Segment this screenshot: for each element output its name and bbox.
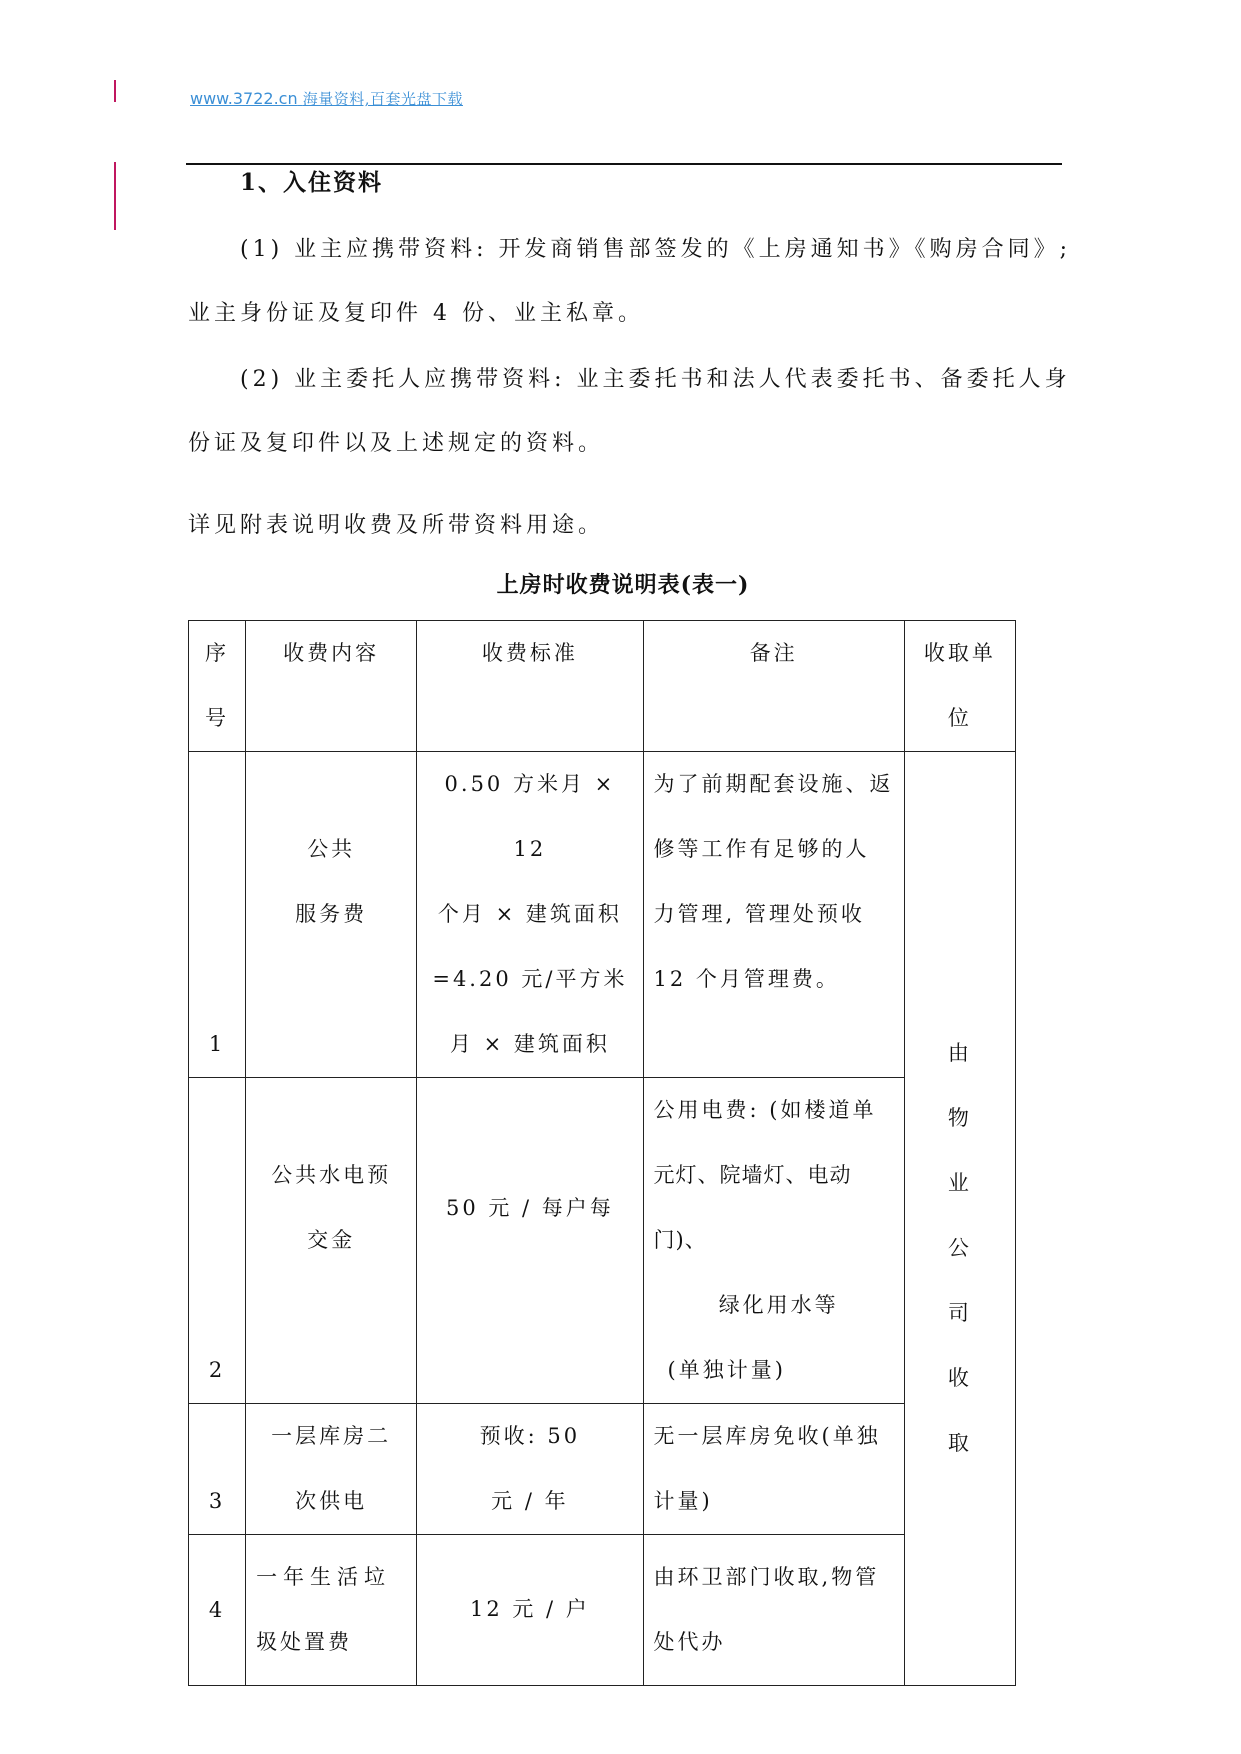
header-remark: 备注 — [643, 621, 904, 752]
collector-char: 物 — [947, 1106, 972, 1130]
para1-line2: 业主身份证及复印件 4 份、业主私章。 — [188, 301, 644, 326]
collector-char: 司 — [947, 1301, 972, 1325]
collector-char: 公 — [947, 1236, 972, 1260]
row-standard: 0.50 方米月 × 12 个月 × 建筑面积 =4.20 元/平方米 月 × 建筑面积 — [417, 752, 643, 1078]
table-row — [189, 1404, 1016, 1535]
row-item: 一年生活垃 圾处置费 — [246, 1535, 417, 1686]
table-caption: 上房时收费说明表(表一) — [496, 572, 750, 598]
row-remark: 公用电费: (如楼道单 元灯、院墙灯、电动门)、 绿化用水等 (单独计量) — [643, 1078, 904, 1404]
section-heading: 1、入住资料 — [240, 169, 384, 196]
header-seq: 序 号 — [189, 621, 246, 752]
note-line: 详见附表说明收费及所带资料用途。 — [188, 513, 605, 538]
row-standard: 12 元 / 户 — [417, 1535, 643, 1686]
header-site: www.3722.cn — [190, 89, 298, 108]
collector-char: 由 — [947, 1041, 972, 1065]
table-row — [189, 1078, 1016, 1404]
collector-char: 收 — [947, 1366, 972, 1390]
table-header-row — [189, 621, 1016, 752]
header-unit: 收取单 位 — [904, 621, 1015, 752]
row-no: 3 — [189, 1404, 246, 1535]
row-no: 1 — [189, 752, 246, 1078]
table-row — [189, 1535, 1016, 1686]
row-no: 2 — [189, 1078, 246, 1404]
collector-char: 业 — [947, 1171, 972, 1195]
header-link[interactable] — [190, 88, 463, 109]
table-row — [189, 752, 1016, 1078]
para2-line2: 份证及复印件以及上述规定的资料。 — [188, 431, 605, 456]
row-item: 公共 服务费 — [246, 752, 417, 1078]
header-standard: 收费标准 — [417, 621, 643, 752]
row-standard: 50 元 / 每户每 — [417, 1078, 643, 1404]
margin-mark-top — [114, 80, 116, 102]
para2-line1: (2) 业主委托人应携带资料: 业主委托书和法人代表委托书、备委托人身 — [240, 367, 1071, 392]
row-no: 4 — [189, 1535, 246, 1686]
row-remark: 由环卫部门收取,物管 处代办 — [643, 1535, 904, 1686]
collector-cell — [904, 752, 1015, 1686]
header-tagline: 海量资料,百套光盘下载 — [302, 90, 463, 108]
fee-table — [188, 620, 1016, 1686]
row-item: 公共水电预 交金 — [246, 1078, 417, 1404]
margin-mark-section — [114, 162, 116, 230]
row-remark: 无一层库房免收(单独 计量) — [643, 1404, 904, 1535]
row-remark: 为了前期配套设施、返 修等工作有足够的人 力管理, 管理处预收 12 个月管理费。 — [643, 752, 904, 1078]
header-item: 收费内容 — [246, 621, 417, 752]
para1-line1: (1) 业主应携带资料: 开发商销售部签发的《上房通知书》《购房合同》; — [240, 237, 1071, 262]
row-standard: 预收: 50 元 / 年 — [417, 1404, 643, 1535]
row-item: 一层库房二 次供电 — [246, 1404, 417, 1535]
collector-char: 取 — [947, 1431, 972, 1455]
